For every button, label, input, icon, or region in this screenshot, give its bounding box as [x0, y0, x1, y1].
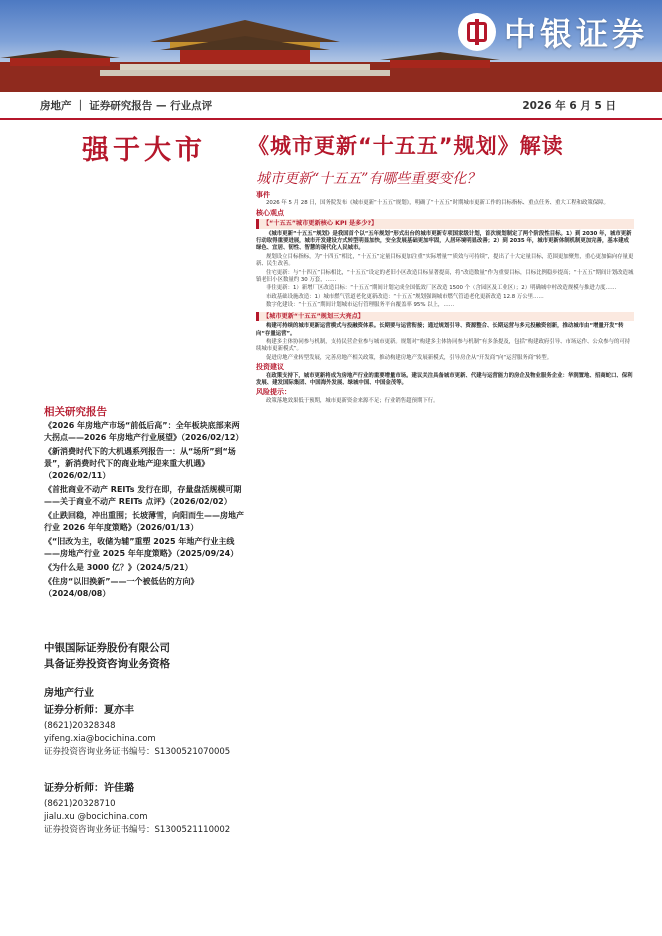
company-info: [44, 640, 170, 672]
related-report-item[interactable]: 《“旧改为主，收储为辅”重塑 2025 年地产行业主线——房地产行业 2025 年年度策略》（2025/09/24）: [44, 537, 239, 558]
section-heading: 风险提示：: [256, 388, 291, 397]
body-paragraph: 数字化建设：“十五五”期间计划城市运行管理服务平台覆盖率 95% 以上，……: [266, 302, 455, 309]
related-report-item[interactable]: 《新消费时代下的大机遇系列报告一：从“场所”到“场景”，新消费时代下的商业地产迎来重大机遇》（2026/02/11）: [44, 447, 236, 480]
highlight-box: 【“十五五”城市更新核心 KPI 是多少?】: [256, 219, 634, 228]
header-banner: [0, 0, 662, 92]
body-paragraph: 《城市更新“十五五”规划》是我国首个以“五年规划”形式出台的城市更新专项国家级计划，首次规划制定了两个阶段性目标。1）到 2030 年，城市更新行动取得重要进展，城市开发建设方式转型明显加快，安全发展基础更加牢固，人居环境明显改善；2）到 2035 年，城市更新体制机制更加完善，基本建成绿色、宜居、韧性、智慧的现代化人民城市。: [256, 230, 632, 252]
analyst-phone: (8621)20328710: [44, 799, 116, 809]
analyst-cert: 证券投资咨询业务证书编号：S1300521110002: [44, 825, 231, 835]
risk-paragraph: 政策落地效果低于预期，城市更新资金来源不足；行业销售超预期下行。: [266, 397, 439, 404]
related-report-item[interactable]: 《首批商业不动产 REITs 发行在即，存量盘活规模可期——关于商业不动产 REITs 点评》（2026/02/02）: [44, 485, 242, 506]
title-block: [248, 122, 634, 188]
report-category: 房地产 ｜ 证券研究报告 — 行业点评: [40, 100, 213, 112]
body-paragraph: 构建多主体协同参与机制，支持民营企业参与城市更新。规划对“构建多主体协同参与机制”有多条提及，包括“构建政府引导、市场运作、公众参与的可持续城市更新模式”。: [256, 338, 631, 353]
boc-logo-icon: [458, 13, 496, 51]
industry-name: 房地产行业: [44, 688, 94, 699]
highlight-box: 【城市更新“十五五”规划三大亮点】: [256, 312, 634, 321]
report-subtitle: 城市更新“十五五”有哪些重要变化？: [256, 171, 481, 187]
analyst-phone: (8621)20328348: [44, 721, 116, 731]
report-date: 2026 年 6 月 5 日: [522, 100, 616, 112]
body-paragraph: 构建可持续的城市更新运营模式与投融资体系。长期要与运营衔接；通过规划引导、资源整合、长期运营与多元投融资创新，推动城市由“增量开发”转向“存量运营”。: [256, 323, 624, 337]
analyst-name: 证券分析师：许佳璐: [44, 783, 134, 794]
analyst-block: [44, 704, 230, 759]
report-title: 《城市更新“十五五”规划》解读: [248, 134, 564, 158]
body-paragraph: 规划设立目标指标，为“十四五”相比，“十五五”定量目标更加注重“实际增量”“质效与可持续”，提出了十大定量目标，范围更加聚焦，重心更加偏向存量更新、民生改善。: [256, 253, 634, 268]
section-heading: 投资建议: [256, 363, 284, 372]
analyst-email[interactable]: yifeng.xia@bocichina.com: [44, 734, 156, 744]
invest-paragraph: 在政策支持下，城市更新将成为房地产行业的重要增量市场。建议关注具备城市更新、代建与运营能力的房企及物业服务企业：华润置地、招商蛇口、保利发展、建发国际集团、中国海外发展、绿城中国、中国金茂等。: [256, 372, 633, 386]
company-qualification: 具备证券投资咨询业务资格: [44, 658, 170, 670]
analyst-block: [44, 782, 230, 837]
related-report-item[interactable]: 《住房“以旧换新”——一个被低估的方向》（2024/08/08）: [44, 577, 199, 598]
report-meta-bar: [0, 92, 662, 120]
analyst-name: 证券分析师：夏亦丰: [44, 705, 134, 716]
analyst-cert: 证券投资咨询业务证书编号：S1300521070005: [44, 747, 231, 757]
left-column: [40, 122, 248, 922]
report-body: [256, 190, 634, 406]
related-reports-list: [44, 420, 244, 602]
event-paragraph: 2026 年 5 月 28 日，国务院发布《城市更新“十五五”规划》，明确了“十五五”时期城市更新工作的目标指标、重点任务、重大工程和政策保障。: [266, 200, 609, 207]
body-paragraph: 促进房地产业转型发展，完善房地产相关政策，推动构建房地产发展新模式，引导房企从“开发商”向“运营服务商”转型。: [266, 354, 553, 361]
industry-rating: 强于大市: [82, 135, 206, 166]
body-paragraph: 非住更新：1）新增厂区改造目标：“十五五”期间计划完成全国低效厂区改造 1500 个（含园区及工业区）；2）明确城中村改造规模与推进力度……: [266, 285, 617, 292]
section-heading: 事件: [256, 191, 270, 199]
company-name: 中银国际证券股份有限公司: [44, 642, 170, 654]
related-report-item[interactable]: 《止跌回稳，冲出重围；长坡薄雪，向阳而生——房地产行业 2026 年年度策略》（2026/01/13）: [44, 511, 244, 532]
related-report-item[interactable]: 《2026 年房地产市场“前低后高”：全年板块底部来两大拐点——2026 年房地产行业展望》（2026/02/12）: [44, 421, 244, 442]
brand-name: 中银证券: [503, 15, 648, 53]
brand-logo: [458, 10, 648, 54]
body-paragraph: 住宅更新：与“十四五”目标相比，“十五五”设定的老旧小区改造目标显著提高，将“改造数量”作为重要目标，目标比例稳步提高；“十五五”期间计划改造城镇老旧小区数量约 30 万套，……: [256, 269, 634, 284]
related-reports-title: 相关研究报告: [44, 406, 107, 418]
section-heading: 核心观点: [256, 208, 284, 217]
body-paragraph: 市政基础设施改造：1）城市燃气管道老化更新改造：“十五五”规划强调城市燃气管道老化更新改造 12.8 万公里……: [266, 293, 544, 300]
related-report-item[interactable]: 《为什么是 3000 亿？》（2024/5/21）: [44, 563, 193, 572]
analyst-email[interactable]: jialu.xu @bocichina.com: [44, 812, 148, 822]
